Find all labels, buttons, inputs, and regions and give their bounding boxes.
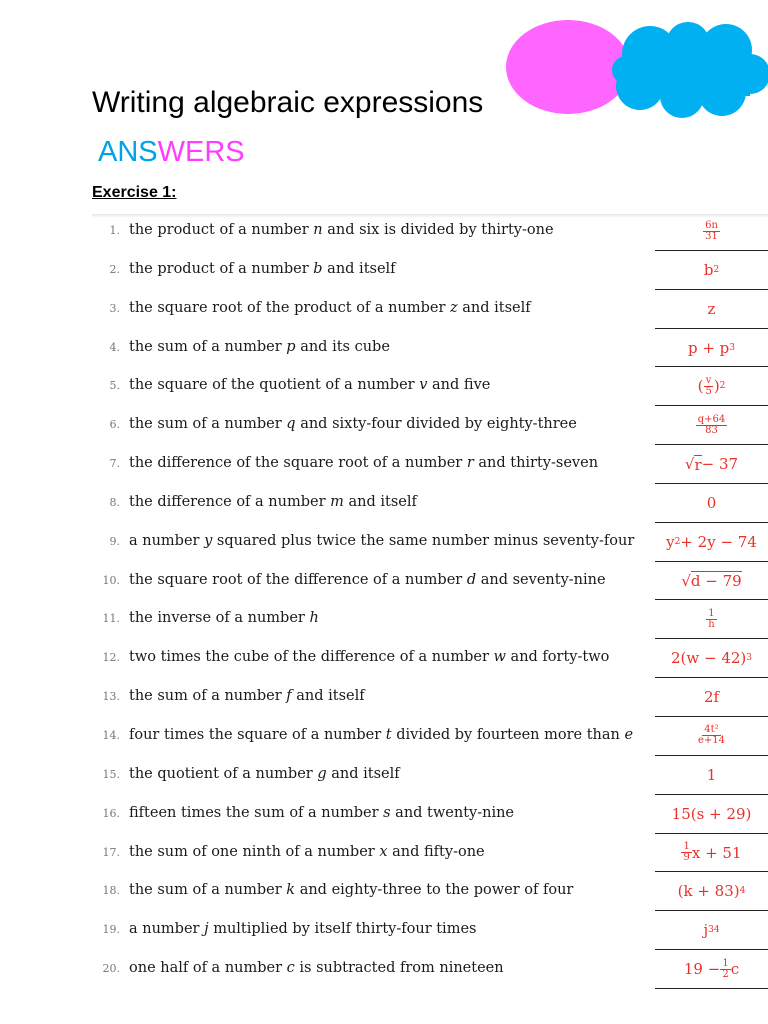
exercise-row bbox=[0, 406, 768, 445]
item-text-end: and itself bbox=[326, 765, 400, 782]
answers-heading-part1: ANS bbox=[98, 136, 158, 168]
fraction-denominator: 9 bbox=[683, 852, 690, 863]
answer-fraction bbox=[703, 221, 720, 242]
item-text-end: and six is divided by thirty-one bbox=[322, 222, 554, 238]
answer-cell bbox=[655, 253, 768, 287]
item-number: 11. bbox=[102, 612, 120, 626]
item-text-start: a number bbox=[129, 532, 205, 549]
answer-cell bbox=[655, 564, 768, 598]
exercise-row bbox=[0, 950, 768, 989]
answer-text: 1 bbox=[706, 765, 717, 784]
item-text-end: and itself bbox=[291, 688, 365, 705]
answer-suffix: − 37 bbox=[701, 455, 739, 474]
item-text-end: divided by fourteen more than bbox=[391, 726, 625, 743]
exercise-list bbox=[0, 212, 768, 989]
item-number: 4. bbox=[109, 340, 120, 354]
exercise-row bbox=[0, 834, 768, 873]
item-description bbox=[129, 377, 490, 393]
item-variable: f bbox=[286, 688, 292, 705]
item-text-start: the square of the quotient of a number bbox=[129, 377, 420, 394]
answer-cell bbox=[655, 913, 768, 947]
answer-cell bbox=[655, 680, 768, 714]
item-variable: r bbox=[466, 455, 474, 472]
answer-exponent: 4 bbox=[739, 886, 746, 897]
item-description bbox=[129, 416, 577, 432]
answers-heading bbox=[98, 136, 245, 169]
answer-cell bbox=[655, 525, 768, 559]
answer-fraction bbox=[703, 376, 713, 397]
exercise-row bbox=[0, 872, 768, 911]
answer-fraction bbox=[696, 725, 727, 746]
item-text-start: one half of a number bbox=[129, 960, 287, 977]
item-description bbox=[129, 222, 554, 238]
answer-cell bbox=[655, 836, 768, 870]
answer-exponent: 2 bbox=[674, 536, 681, 547]
exercise-row bbox=[0, 290, 768, 329]
exercise-row bbox=[0, 329, 768, 368]
item-description bbox=[129, 533, 634, 549]
item-text-end: and seventy-nine bbox=[476, 571, 606, 588]
item-text-start: fifteen times the sum of a number bbox=[129, 804, 384, 821]
item-variable: v bbox=[419, 377, 428, 394]
item-variable: b bbox=[313, 260, 323, 277]
fraction-numerator: 6n bbox=[705, 219, 718, 231]
item-description bbox=[129, 882, 573, 898]
item-number: 6. bbox=[109, 418, 120, 432]
item-text-end: and five bbox=[427, 377, 491, 394]
answer-cell bbox=[655, 292, 768, 326]
item-description bbox=[129, 844, 485, 860]
item-text-start: two times the cube of the difference of a number bbox=[129, 649, 494, 666]
fraction-numerator: 1 bbox=[708, 607, 715, 619]
answer-cell bbox=[655, 952, 768, 986]
answer-suffix: + 2y − 74 bbox=[680, 532, 757, 551]
answer-line bbox=[655, 988, 768, 989]
radical-sign-icon: √ bbox=[684, 455, 695, 474]
exercise-row bbox=[0, 600, 768, 639]
answer-radicand: d − 79 bbox=[690, 572, 742, 591]
answer-cell bbox=[655, 486, 768, 520]
answer-cell bbox=[655, 408, 768, 442]
answer-exponent: 3 bbox=[729, 342, 736, 353]
exercise-row bbox=[0, 445, 768, 484]
item-text-start: the sum of one ninth of a number bbox=[129, 843, 380, 860]
item-variable: q bbox=[286, 416, 296, 433]
item-number: 13. bbox=[102, 690, 120, 704]
item-text-end: and twenty-nine bbox=[390, 804, 515, 821]
exercise-row bbox=[0, 911, 768, 950]
item-description bbox=[129, 610, 319, 626]
item-text-end: and itself bbox=[322, 260, 396, 277]
fraction-denominator: 83 bbox=[705, 424, 718, 436]
item-text-start: four times the square of a number bbox=[129, 726, 386, 743]
answer-cell bbox=[655, 369, 768, 403]
exercise-row bbox=[0, 717, 768, 756]
item-text-start: the product of a number bbox=[129, 260, 314, 277]
answer-base: y bbox=[666, 532, 675, 551]
item-number: 20. bbox=[102, 962, 120, 976]
item-variable: n bbox=[313, 222, 323, 238]
item-description bbox=[129, 766, 400, 782]
item-text-start: the difference of a number bbox=[129, 493, 331, 510]
item-text-start: a number bbox=[129, 921, 205, 938]
answer-suffix: c bbox=[730, 960, 740, 979]
item-description bbox=[129, 727, 633, 743]
exercise-row bbox=[0, 639, 768, 678]
fraction-numerator: v bbox=[705, 374, 712, 386]
fraction-denominator: 2 bbox=[722, 968, 729, 980]
item-number: 3. bbox=[109, 301, 120, 315]
answer-exponent: 2 bbox=[713, 264, 720, 275]
answer-fraction bbox=[696, 415, 728, 436]
item-number: 19. bbox=[102, 923, 120, 937]
exercise-heading: Exercise 1: bbox=[92, 184, 177, 201]
fraction-denominator: e+14 bbox=[697, 735, 726, 747]
item-text-end: and its cube bbox=[295, 338, 390, 355]
item-text-end: and thirty-seven bbox=[473, 455, 599, 472]
exercise-row bbox=[0, 678, 768, 717]
item-text-end: and itself bbox=[457, 299, 531, 316]
exercise-row bbox=[0, 212, 768, 251]
item-number: 8. bbox=[109, 495, 120, 509]
answer-exponent: 34 bbox=[708, 925, 720, 936]
answer-cell bbox=[655, 214, 768, 248]
item-text-start: the sum of a number bbox=[129, 416, 287, 433]
answer-cell bbox=[655, 797, 768, 831]
item-number: 15. bbox=[102, 767, 120, 781]
item-text-end: is subtracted from nineteen bbox=[294, 960, 504, 977]
answer-base: b bbox=[703, 260, 714, 279]
item-description bbox=[129, 960, 504, 976]
item-variable: s bbox=[383, 804, 391, 821]
exercise-row bbox=[0, 795, 768, 834]
item-text-end: and sixty-four divided by eighty-three bbox=[295, 416, 577, 433]
item-text-start: the square root of the product of a number bbox=[129, 299, 450, 316]
item-text-end: and itself bbox=[343, 493, 417, 510]
answer-text: z bbox=[707, 299, 716, 318]
item-description bbox=[129, 455, 598, 471]
exercise-row bbox=[0, 756, 768, 795]
item-variable: c bbox=[286, 960, 295, 977]
item-text-start: the difference of the square root of a number bbox=[129, 455, 467, 472]
item-variable: m bbox=[330, 493, 344, 510]
item-description bbox=[129, 494, 417, 510]
answer-fraction bbox=[720, 959, 730, 980]
exercise-row bbox=[0, 484, 768, 523]
answer-prefix: 19 − bbox=[683, 960, 721, 979]
answer-base: j bbox=[703, 921, 709, 940]
item-text-end: and fifty-one bbox=[387, 843, 485, 860]
item-text-end: multiplied by itself thirty-four times bbox=[208, 921, 477, 938]
item-description bbox=[129, 805, 514, 821]
item-description bbox=[129, 339, 390, 355]
item-number: 2. bbox=[109, 262, 120, 276]
fraction-denominator: 5 bbox=[705, 385, 712, 397]
answer-prefix: 2(w − 42) bbox=[670, 649, 747, 668]
exercise-row bbox=[0, 367, 768, 406]
item-number: 18. bbox=[102, 884, 120, 898]
answer-exponent: 2 bbox=[719, 381, 726, 392]
item-number: 16. bbox=[102, 806, 120, 820]
item-number: 1. bbox=[109, 224, 120, 237]
exercise-row bbox=[0, 562, 768, 601]
item-text-start: the sum of a number bbox=[129, 882, 287, 899]
item-text-end: and forty-two bbox=[505, 649, 610, 666]
item-variable: d bbox=[466, 571, 477, 588]
radical-sign-icon: √ bbox=[681, 571, 691, 590]
item-variable: j bbox=[204, 921, 209, 938]
item-number: 9. bbox=[109, 534, 120, 548]
blue-cloud-blob bbox=[610, 22, 768, 118]
answer-text: 0 bbox=[706, 493, 717, 512]
item-variable: g bbox=[317, 765, 327, 782]
item-text-end: and eighty-three to the power of four bbox=[295, 882, 574, 899]
answer-fraction bbox=[706, 609, 716, 630]
item-description bbox=[129, 688, 365, 704]
answers-heading-part2: WERS bbox=[157, 136, 245, 168]
answer-cell bbox=[655, 641, 768, 675]
exercise-row bbox=[0, 523, 768, 562]
item-description bbox=[129, 921, 476, 937]
answer-exponent: 3 bbox=[746, 653, 752, 664]
item-variable: k bbox=[286, 882, 296, 899]
answer-cell bbox=[655, 331, 768, 365]
item-number: 17. bbox=[102, 845, 120, 859]
answer-suffix: x + 51 bbox=[691, 843, 742, 862]
answer-cell bbox=[655, 447, 768, 481]
fraction-denominator: 31 bbox=[705, 230, 718, 242]
item-text-start: the square root of the difference of a number bbox=[129, 571, 467, 588]
answer-cell bbox=[655, 874, 768, 908]
item-description bbox=[129, 649, 609, 665]
fraction-numerator: 4t² bbox=[704, 724, 719, 736]
item-description bbox=[129, 300, 531, 316]
page-title: Writing algebraic expressions bbox=[92, 86, 484, 119]
answer-cell bbox=[655, 602, 768, 636]
item-variable: t bbox=[385, 726, 392, 743]
item-number: 10. bbox=[102, 573, 120, 587]
item-text-end: squared plus twice the same number minus seventy-four bbox=[212, 532, 635, 549]
exercise-row bbox=[0, 251, 768, 290]
item-text-start: the inverse of a number bbox=[129, 610, 310, 627]
item-variable: z bbox=[449, 299, 458, 316]
answer-text: 15(s + 29) bbox=[671, 804, 752, 823]
answer-fraction bbox=[681, 842, 691, 863]
item-description bbox=[129, 572, 606, 588]
fraction-numerator: 1 bbox=[722, 957, 729, 969]
answer-cell bbox=[655, 719, 768, 753]
item-number: 7. bbox=[109, 457, 120, 471]
item-text-start: the product of a number bbox=[129, 222, 314, 238]
answer-prefix: (k + 83) bbox=[677, 882, 740, 901]
item-text-start: the sum of a number bbox=[129, 688, 287, 705]
answer-paren-close: ) bbox=[713, 377, 720, 396]
item-variable: w bbox=[493, 649, 506, 666]
item-description bbox=[129, 261, 396, 277]
fraction-denominator: h bbox=[708, 618, 715, 630]
answer-cell bbox=[655, 758, 768, 792]
item-number: 5. bbox=[109, 379, 120, 393]
answer-text: 2f bbox=[703, 688, 720, 707]
fraction-numerator: q+64 bbox=[697, 413, 726, 425]
item-variable: y bbox=[204, 532, 213, 549]
answer-paren-open: ( bbox=[697, 377, 704, 396]
item-text-start: the sum of a number bbox=[129, 338, 287, 355]
answer-radicand: r bbox=[694, 455, 702, 474]
item-number: 14. bbox=[102, 728, 120, 742]
item-variable: p bbox=[286, 338, 296, 355]
item-variable: h bbox=[309, 610, 319, 627]
item-variable-2: e bbox=[624, 726, 634, 743]
fraction-numerator: 1 bbox=[683, 841, 690, 852]
item-variable: x bbox=[379, 843, 388, 860]
answer-prefix: p + p bbox=[687, 338, 730, 357]
item-number: 12. bbox=[102, 651, 120, 665]
item-text-start: the quotient of a number bbox=[129, 765, 318, 782]
